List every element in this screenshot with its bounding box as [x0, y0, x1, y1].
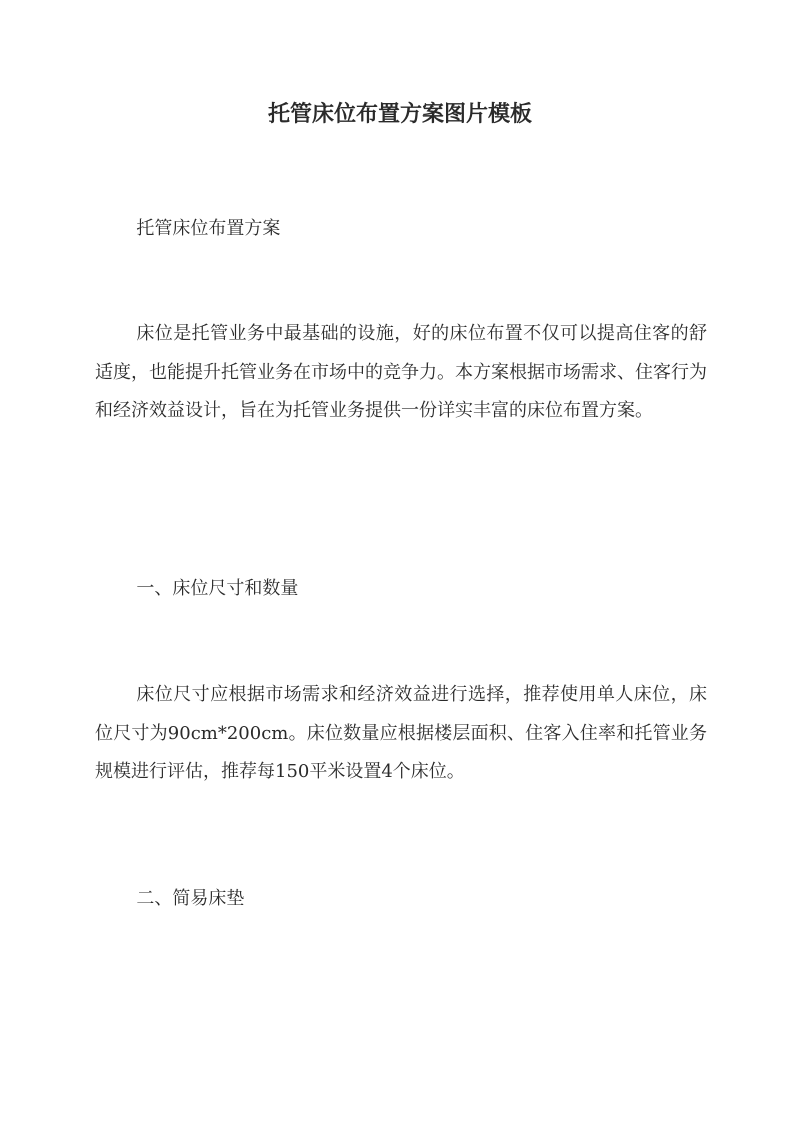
- document-title: 托管床位布置方案图片模板: [267, 101, 532, 127]
- section-heading-mattress: 二、简易床垫: [136, 888, 245, 909]
- intro-paragraph: 床位是托管业务中最基础的设施，好的床位布置不仅可以提高住客的舒适度，也能提升托管业务在市场中的竞争力。本方案根据市场需求、住客行为和经济效益设计，旨在为托管业务提供一份详实丰富的床位布置方案。: [95, 323, 707, 421]
- section-paragraph-bed-size: 床位尺寸应根据市场需求和经济效益进行选择，推荐使用单人床位，床位尺寸为90cm*200cm。床位数量应根据楼层面积、住客入住率和托管业务规模进行评估，推荐每150平米设置4个床位。: [95, 684, 707, 782]
- document-subtitle: 托管床位布置方案: [136, 218, 281, 239]
- section-heading-bed-size: 一、床位尺寸和数量: [136, 578, 299, 599]
